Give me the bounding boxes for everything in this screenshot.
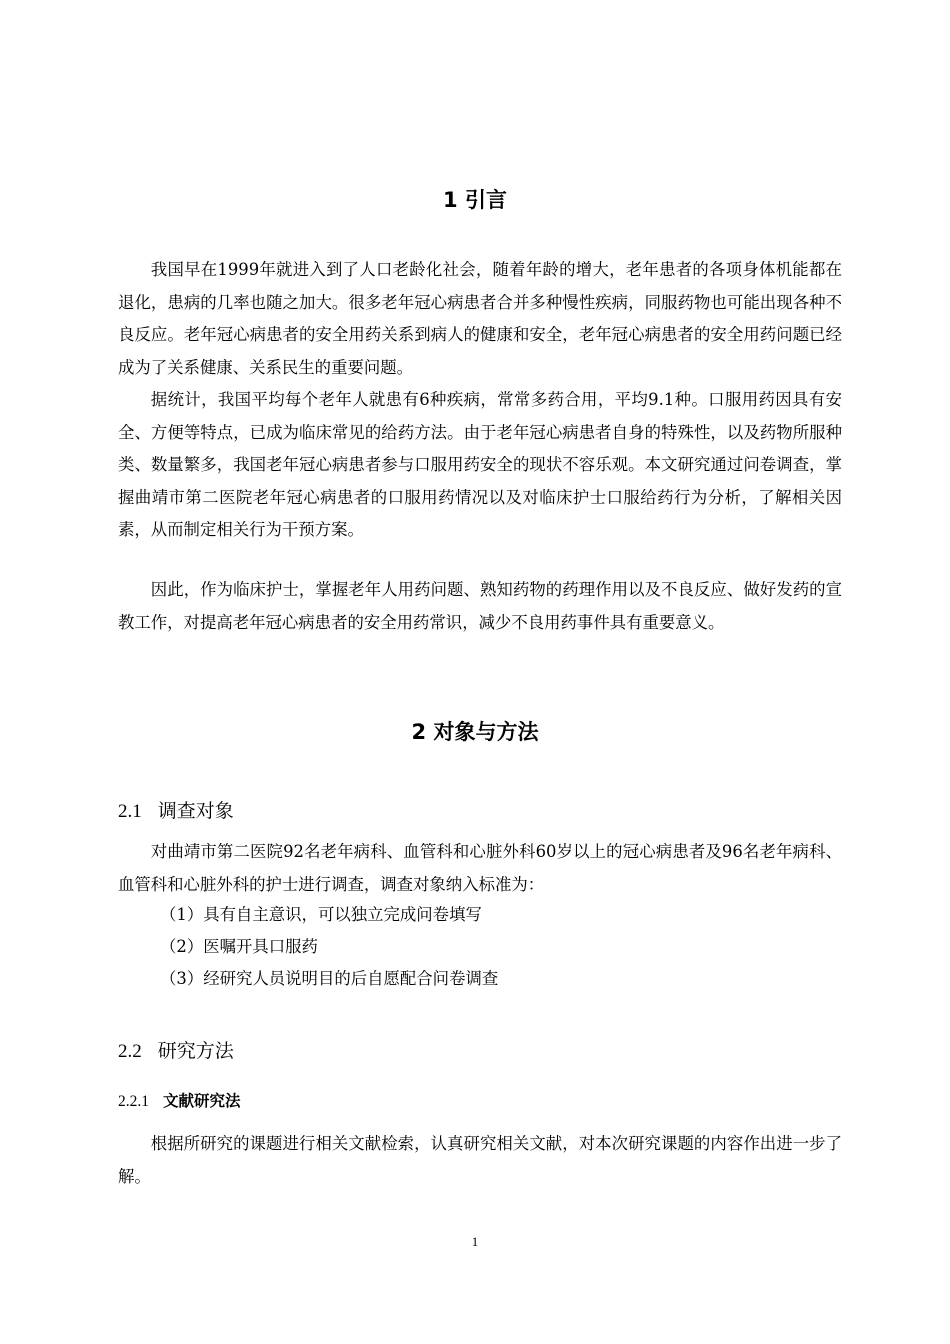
section-2-2-title: 研究方法 xyxy=(157,1040,234,1062)
subjects-paragraph: 对曲靖市第二医院92名老年病科、血管科和心脏外科60岁以上的冠心病患者及96名老年病科、血管科和心脏外科的护士进行调查，调查对象纳入标准为： xyxy=(118,842,842,894)
subsection-2-2-1-heading xyxy=(118,1090,241,1113)
literature-method-paragraph: 根据所研究的课题进行相关文献检索，认真研究相关文献，对本次研究课题的内容作出进一步了解。 xyxy=(118,1134,842,1186)
criteria-item-1: （1）具有自主意识，可以独立完成问卷填写 xyxy=(160,905,482,924)
subsection-2-2-1-number: 2.2.1 xyxy=(118,1093,149,1110)
section-2-1-title: 调查对象 xyxy=(157,800,234,822)
intro-paragraph-3: 因此，作为临床护士，掌握老年人用药问题、熟知药物的药理作用以及不良反应、做好发药的宣教工作，对提高老年冠心病患者的安全用药常识，减少不良用药事件具有重要意义。 xyxy=(118,580,842,632)
section-2-2-heading xyxy=(118,1038,234,1065)
page-number: 1 xyxy=(471,1234,479,1249)
chapter-2-title: 2 对象与方法 xyxy=(411,720,539,744)
criteria-item-3: （3）经研究人员说明目的后自愿配合问卷调查 xyxy=(160,969,499,988)
section-2-2-number: 2.2 xyxy=(118,1041,142,1062)
section-2-1-heading xyxy=(118,798,234,825)
intro-paragraph-1: 我国早在1999年就进入到了人口老龄化社会，随着年龄的增大，老年患者的各项身体机能都在退化，患病的几率也随之加大。很多老年冠心病患者合并多种慢性疾病，同服药物也可能出现各种不良反应。老年冠心病患者的安全用药关系到病人的健康和安全，老年冠心病患者的安全用药问题已经成为了关系健康、关系民生的重要问题。 xyxy=(118,260,842,377)
criteria-item-2: （2）医嘱开具口服药 xyxy=(160,937,318,956)
chapter-1-title: 1 引言 xyxy=(443,188,507,212)
intro-paragraph-2: 据统计，我国平均每个老年人就患有6种疾病，常常多药合用，平均9.1种。口服用药因具有安全、方便等特点，已成为临床常见的给药方法。由于老年冠心病患者自身的特殊性，以及药物所服种类、数量繁多，我国老年冠心病患者参与口服用药安全的现状不容乐观。本文研究通过问卷调查，掌握曲靖市第二医院老年冠心病患者的口服用药情况以及对临床护士口服给药行为分析，了解相关因素，从而制定相关行为干预方案。 xyxy=(118,390,842,540)
subsection-2-2-1-title: 文献研究法 xyxy=(163,1092,241,1110)
section-2-1-number: 2.1 xyxy=(118,801,142,822)
